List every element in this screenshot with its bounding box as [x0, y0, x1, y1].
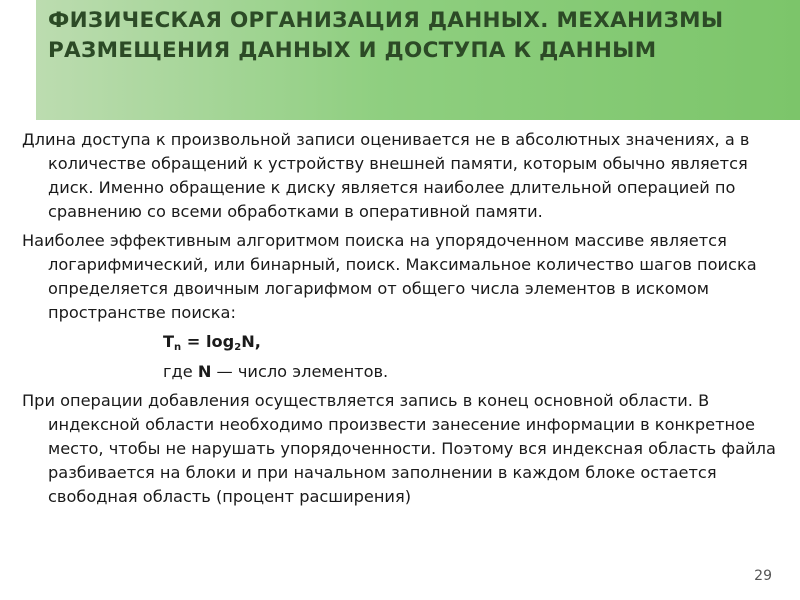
- formula-desc-prefix: где: [163, 362, 198, 381]
- formula-argument: N,: [241, 332, 261, 351]
- slide-title: ФИЗИЧЕСКАЯ ОРГАНИЗАЦИЯ ДАННЫХ. МЕХАНИЗМЫ РАЗМЕЩЕНИЯ ДАННЫХ И ДОСТУПА К ДАННЫМ: [48, 8, 724, 63]
- paragraph-access-length: Длина доступа к произвольной записи оценивается не в абсолютных значениях, а в количестве обращений к устройству внешней памяти, которым обычно является диск. Именно обращение к диску является наиболее длительной операцией по сравнению со всеми обработками в оперативной памяти.: [22, 130, 750, 221]
- formula-desc-suffix: — число элементов.: [211, 362, 389, 381]
- formula-description: [22, 360, 784, 384]
- slide-content: [22, 128, 784, 514]
- paragraph-binary-search: Наиболее эффективным алгоритмом поиска на упорядоченном массиве является логарифмический, или бинарный, поиск. Максимальное количество шагов поиска определяется двоичным логарифмом от общего числа элементов в искомом пространстве поиска:: [22, 231, 757, 322]
- paragraph-insertion: При операции добавления осуществляется запись в конец основной области. В индексной области необходимо произвести занесение информации в конкретное место, чтобы не нарушать упорядоченности. Поэтому вся индексная область файла разбивается на блоки и при начальном заполнении в каждом блоке остается свободная область (процент расширения): [22, 391, 776, 506]
- formula-log: = log: [181, 332, 235, 351]
- formula-lhs-subscript: n: [174, 342, 182, 353]
- formula-expression: [163, 332, 261, 351]
- formula-log-base: 2: [234, 342, 242, 353]
- formula-lhs: T: [163, 332, 175, 351]
- page-number: 29: [754, 568, 772, 584]
- formula-desc-variable: N: [197, 362, 212, 381]
- formula: [22, 330, 784, 360]
